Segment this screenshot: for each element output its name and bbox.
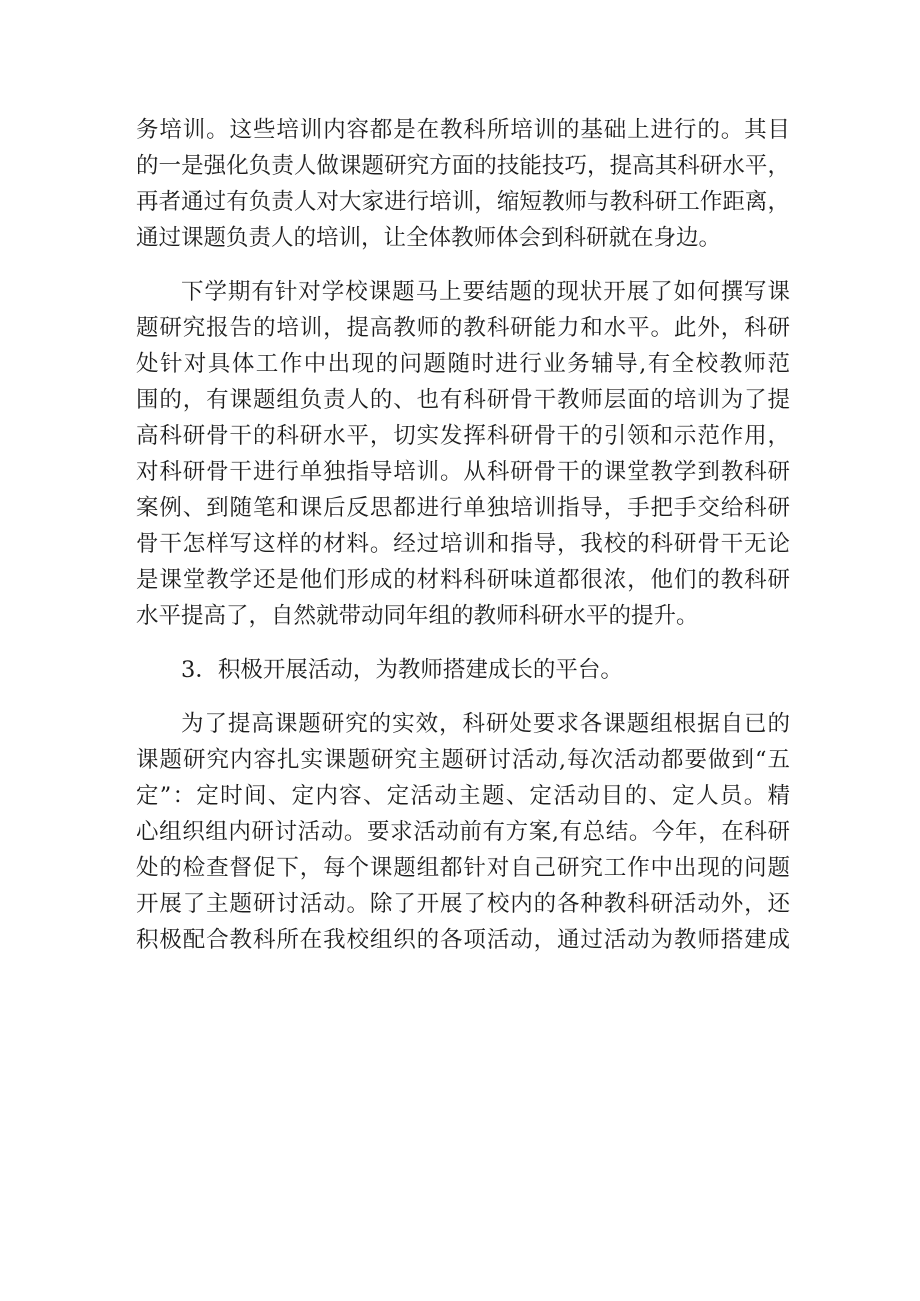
paragraph bbox=[136, 706, 790, 958]
text-line: 定”：定时间、定内容、定活动主题、定活动目的、定人员。精 bbox=[136, 783, 790, 809]
paragraph bbox=[136, 274, 790, 634]
text-line: 3．积极开展活动，为教师搭建成长的平台。 bbox=[181, 657, 623, 683]
text-line: 是课堂教学还是他们形成的材料科研味道都很浓，他们的教科研 bbox=[136, 567, 790, 593]
text-line: 为了提高课题研究的实效，科研处要求各课题组根据自已的 bbox=[181, 711, 790, 737]
text-line: 骨干怎样写这样的材料。经过培训和指导，我校的科研骨干无论 bbox=[136, 531, 790, 557]
text-line: 案例、到随笔和课后反思都进行单独培训指导，手把手交给科研 bbox=[136, 495, 790, 521]
text-line: 对科研骨干进行单独指导培训。从科研骨干的课堂教学到教科研 bbox=[136, 459, 790, 485]
text-line: 积极配合教科所在我校组织的各项活动，通过活动为教师搭建成 bbox=[136, 927, 790, 953]
section-heading bbox=[136, 652, 790, 688]
text-line: 通过课题负责人的培训，让全体教师体会到科研就在身边。 bbox=[136, 225, 722, 251]
text-line: 围的，有课题组负责人的、也有科研骨干教师层面的培训为了提 bbox=[136, 387, 790, 413]
text-line: 课题研究内容扎实课题研究主题研讨活动,每次活动都要做到“五 bbox=[136, 747, 790, 773]
paragraph-gap bbox=[136, 256, 790, 274]
text-line: 再者通过有负责人对大家进行培训，缩短教师与教科研工作距离， bbox=[136, 189, 790, 215]
text-line: 务培训。这些培训内容都是在教科所培训的基础上进行的。其目 bbox=[136, 117, 790, 143]
text-line: 开展了主题研讨活动。除了开展了校内的各种教科研活动外，还 bbox=[136, 891, 790, 917]
text-line: 处针对具体工作中出现的问题随时进行业务辅导,有全校教师范 bbox=[136, 351, 790, 377]
text-line: 下学期有针对学校课题马上要结题的现状开展了如何撰写课 bbox=[181, 279, 790, 305]
body-text bbox=[136, 112, 790, 958]
text-line: 处的检查督促下，每个课题组都针对自己研究工作中出现的问题 bbox=[136, 855, 790, 881]
text-line: 水平提高了，自然就带动同年组的教师科研水平的提升。 bbox=[136, 603, 699, 629]
text-line: 的一是强化负责人做课题研究方面的技能技巧，提高其科研水平， bbox=[136, 153, 790, 179]
text-line: 题研究报告的培训，提高教师的教科研能力和水平。此外，科研 bbox=[136, 315, 790, 341]
text-line: 心组织组内研讨活动。要求活动前有方案,有总结。今年，在科研 bbox=[136, 819, 790, 845]
paragraph-gap bbox=[136, 634, 790, 652]
text-line: 高科研骨干的科研水平，切实发挥科研骨干的引领和示范作用， bbox=[136, 423, 790, 449]
paragraph-gap bbox=[136, 688, 790, 706]
paragraph bbox=[136, 112, 790, 256]
